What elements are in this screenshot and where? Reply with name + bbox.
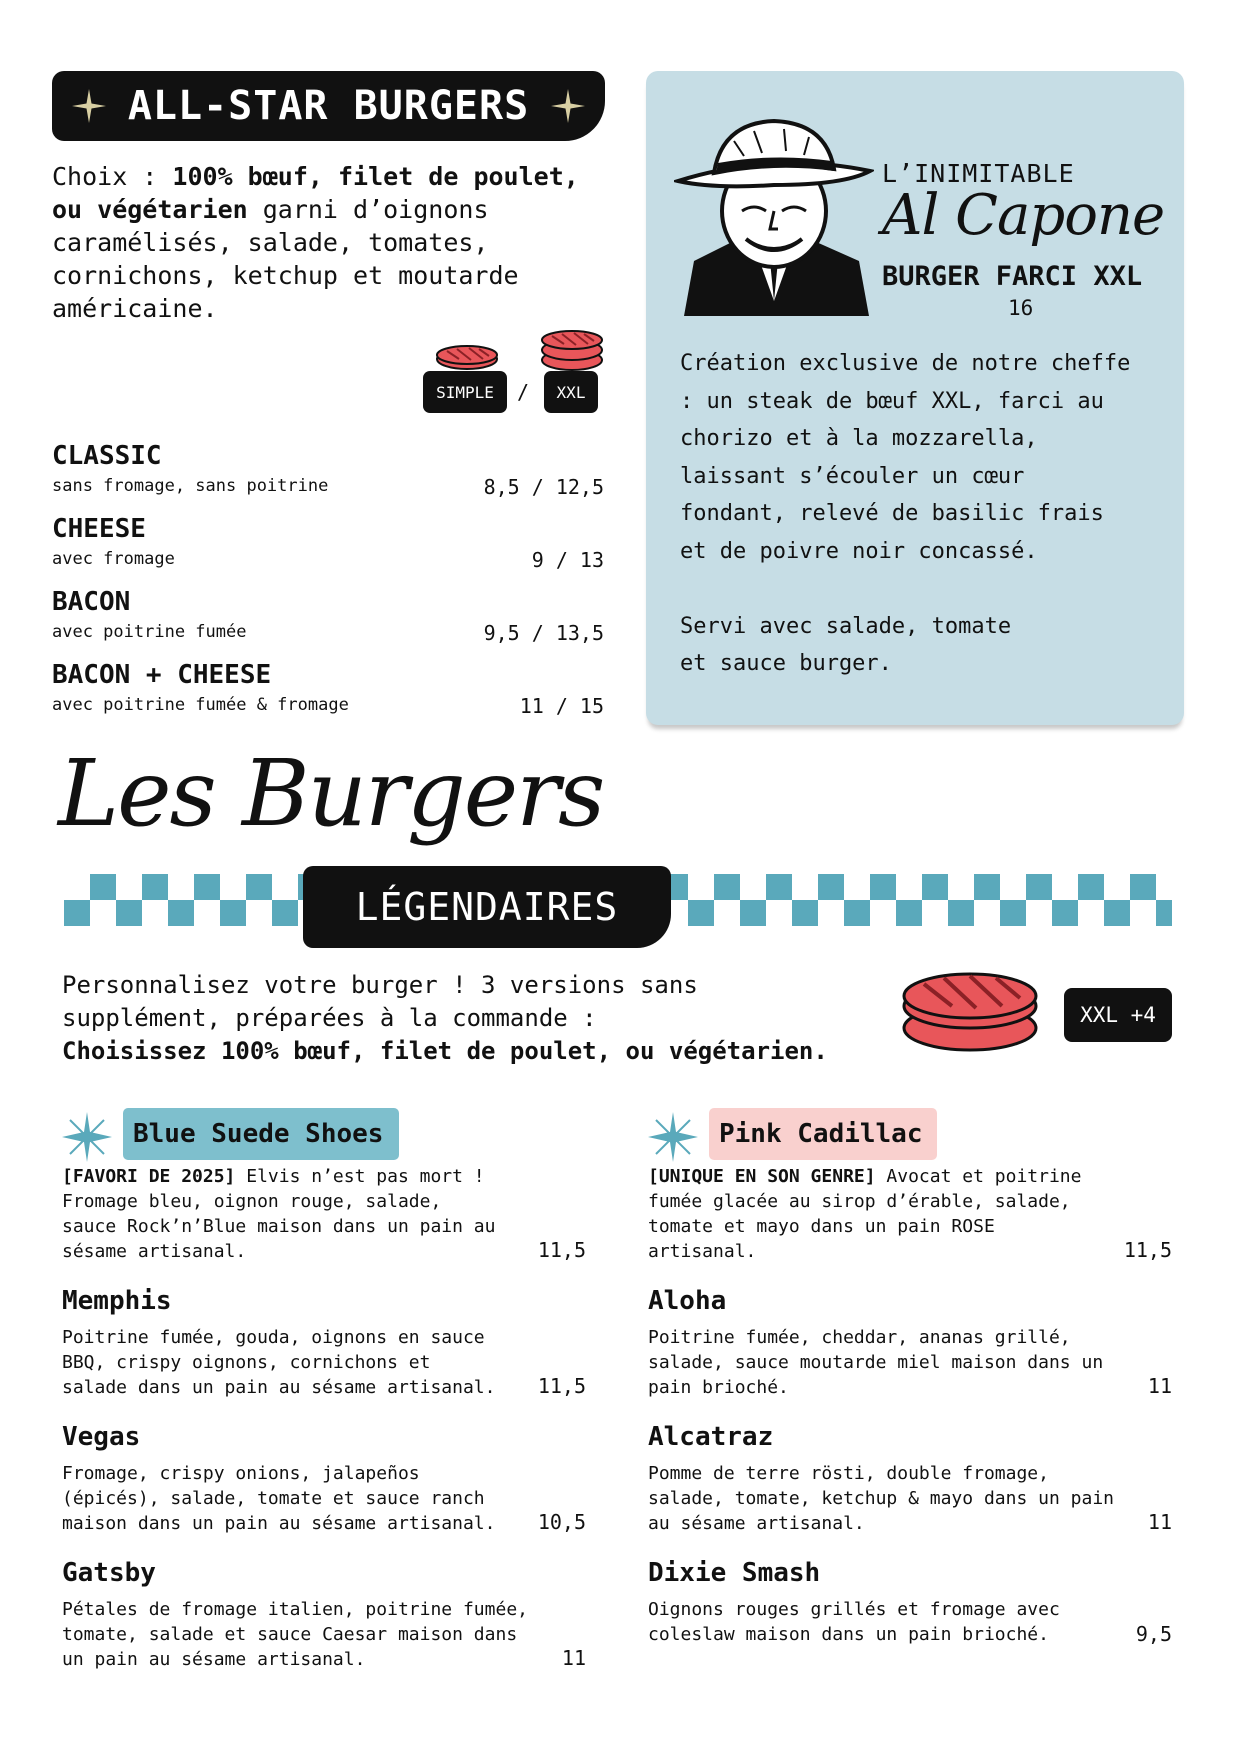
description-line: fumée glacée au sirop d’érable, salade, xyxy=(648,1191,1071,1212)
menu-item-desc: sans fromage, sans poitrine xyxy=(52,476,329,496)
featured-name-tag: Pink Cadillac xyxy=(709,1108,937,1160)
capone-name: Al Capone xyxy=(882,183,1165,248)
menu-item-desc: avec fromage xyxy=(52,549,175,569)
description-line: un pain au sésame artisanal. xyxy=(62,1649,366,1670)
sparkle-icon xyxy=(72,89,106,123)
description-line: Poitrine fumée, cheddar, ananas grillé, xyxy=(648,1327,1071,1348)
burger-name: Aloha xyxy=(648,1286,727,1316)
description-line: maison dans un pain au sésame artisanal. xyxy=(62,1513,496,1534)
capone-price: 16 xyxy=(1008,296,1034,320)
description-line: Poitrine fumée, gouda, oignons en sauce xyxy=(62,1327,485,1348)
sparkle-icon xyxy=(648,1112,698,1162)
allstar-intro xyxy=(52,160,592,325)
featured-name-tag: Blue Suede Shoes xyxy=(123,1108,399,1160)
xxl-supplement-badge: XXL +4 xyxy=(1064,988,1172,1042)
menu-item-desc: avec poitrine fumée & fromage xyxy=(52,695,349,715)
menu-item-price: 9 / 13 xyxy=(531,548,604,572)
double-patty-icon xyxy=(900,970,1040,1054)
description-line: Pétales de fromage italien, poitrine fumée, xyxy=(62,1599,528,1620)
description-line: fondant, relevé de basilic frais xyxy=(680,501,1104,526)
burger-price: 11,5 xyxy=(537,1374,586,1398)
description-line: Pomme de terre rösti, double fromage, xyxy=(648,1463,1049,1484)
menu-item-price: 11 / 15 xyxy=(519,694,604,718)
description-line: tomate et mayo dans un pain ROSE xyxy=(648,1216,995,1237)
description-line: tomate, salade et sauce Caesar maison dans xyxy=(62,1624,518,1645)
gangster-portrait-icon xyxy=(674,111,874,321)
burger-price: 11,5 xyxy=(1123,1238,1172,1262)
sparkle-icon xyxy=(62,1112,112,1162)
burger-price: 11 xyxy=(1147,1510,1172,1534)
menu-item-desc: avec poitrine fumée xyxy=(52,622,247,642)
description-line: salade, sauce moutarde miel maison dans un xyxy=(648,1352,1104,1373)
description-line: Création exclusive de notre cheffe xyxy=(680,351,1131,376)
intro-line: supplément, préparées à la commande : xyxy=(62,1004,597,1032)
featured-label: [UNIQUE EN SON GENRE] xyxy=(648,1166,876,1187)
description-line: (épicés), salade, tomate et sauce ranch xyxy=(62,1488,485,1509)
burger-name: Gatsby xyxy=(62,1558,156,1588)
description-line: : un steak de bœuf XXL, farci au xyxy=(680,388,1104,414)
customize-intro xyxy=(62,969,922,1068)
description-line: sésame artisanal. xyxy=(62,1241,247,1262)
size-xxl-badge: XXL xyxy=(544,371,598,413)
description-line: Avocat et poitrine xyxy=(875,1166,1082,1187)
description-line: artisanal. xyxy=(648,1241,757,1262)
capone-feature-card xyxy=(646,71,1184,725)
description-line: et sauce burger. xyxy=(680,651,892,676)
burger-name: Memphis xyxy=(62,1286,172,1316)
description-line: sauce Rock’n’Blue maison dans un pain au xyxy=(62,1216,496,1237)
burger-name: Alcatraz xyxy=(648,1422,774,1452)
description-line: coleslaw maison dans un pain brioché. xyxy=(648,1624,1049,1645)
featured-label: [FAVORI DE 2025] xyxy=(62,1166,236,1187)
menu-item-name: CLASSIC xyxy=(52,441,162,471)
menu-item-name: BACON xyxy=(52,587,131,617)
burger-price: 9,5 xyxy=(1135,1622,1172,1646)
description-line: laissant s’écouler un cœur xyxy=(680,463,1025,489)
description-line: et de poivre noir concassé. xyxy=(680,538,1038,564)
intro-text: Choix : xyxy=(52,162,173,191)
description-line: chorizo et à la mozzarella, xyxy=(680,426,1038,451)
legendaires-banner: LÉGENDAIRES xyxy=(303,866,671,948)
double-patty-icon xyxy=(540,328,604,372)
description-line: pain brioché. xyxy=(648,1377,789,1398)
description-line: salade dans un pain au sésame artisanal. xyxy=(62,1377,496,1398)
burger-price: 10,5 xyxy=(537,1510,586,1534)
intro-line: Choisissez 100% bœuf, filet de poulet, ou végétarien. xyxy=(62,1037,828,1065)
sparkle-icon xyxy=(551,89,585,123)
description-line: Fromage bleu, oignon rouge, salade, xyxy=(62,1191,442,1212)
description-line: Elvis n’est pas mort ! xyxy=(235,1166,485,1187)
section-script-title: Les Burgers xyxy=(58,740,604,847)
single-patty-icon xyxy=(435,343,499,371)
capone-kicker: L’INIMITABLE xyxy=(882,159,1075,188)
size-simple-badge: SIMPLE xyxy=(423,371,507,413)
burger-price: 11,5 xyxy=(537,1238,586,1262)
allstar-header xyxy=(52,71,605,141)
burger-price: 11 xyxy=(1147,1374,1172,1398)
description-line: Fromage, crispy onions, jalapeños xyxy=(62,1463,420,1484)
menu-item-price: 9,5 / 13,5 xyxy=(483,621,604,645)
intro-line: Personnalisez votre burger ! 3 versions sans xyxy=(62,971,698,999)
intro-bold: 100% bœuf, filet de poulet, xyxy=(172,162,579,191)
description-line: BBQ, crispy oignons, cornichons et xyxy=(62,1352,431,1373)
description-line: Oignons rouges grillés et fromage avec xyxy=(648,1599,1060,1620)
description-line: au sésame artisanal. xyxy=(648,1513,865,1534)
intro-text: garni d’oignons caramélisés, salade, tomates, cornichons, ketchup et moutarde américaine. xyxy=(52,195,519,323)
burger-name: Dixie Smash xyxy=(648,1558,821,1588)
menu-item-name: BACON + CHEESE xyxy=(52,660,272,690)
description-line: Servi avec salade, tomate xyxy=(680,613,1012,639)
burger-name: Vegas xyxy=(62,1422,141,1452)
capone-description xyxy=(680,345,1160,683)
intro-bold: ou végétarien xyxy=(52,195,248,224)
burger-price: 11 xyxy=(561,1646,586,1670)
allstar-title: ALL-STAR BURGERS xyxy=(127,83,530,129)
capone-subtitle: BURGER FARCI XXL xyxy=(882,261,1143,292)
menu-item-name: CHEESE xyxy=(52,514,146,544)
menu-item-price: 8,5 / 12,5 xyxy=(483,475,604,499)
size-separator: / xyxy=(517,380,530,404)
description-line: salade, tomate, ketchup & mayo dans un pain xyxy=(648,1488,1114,1509)
